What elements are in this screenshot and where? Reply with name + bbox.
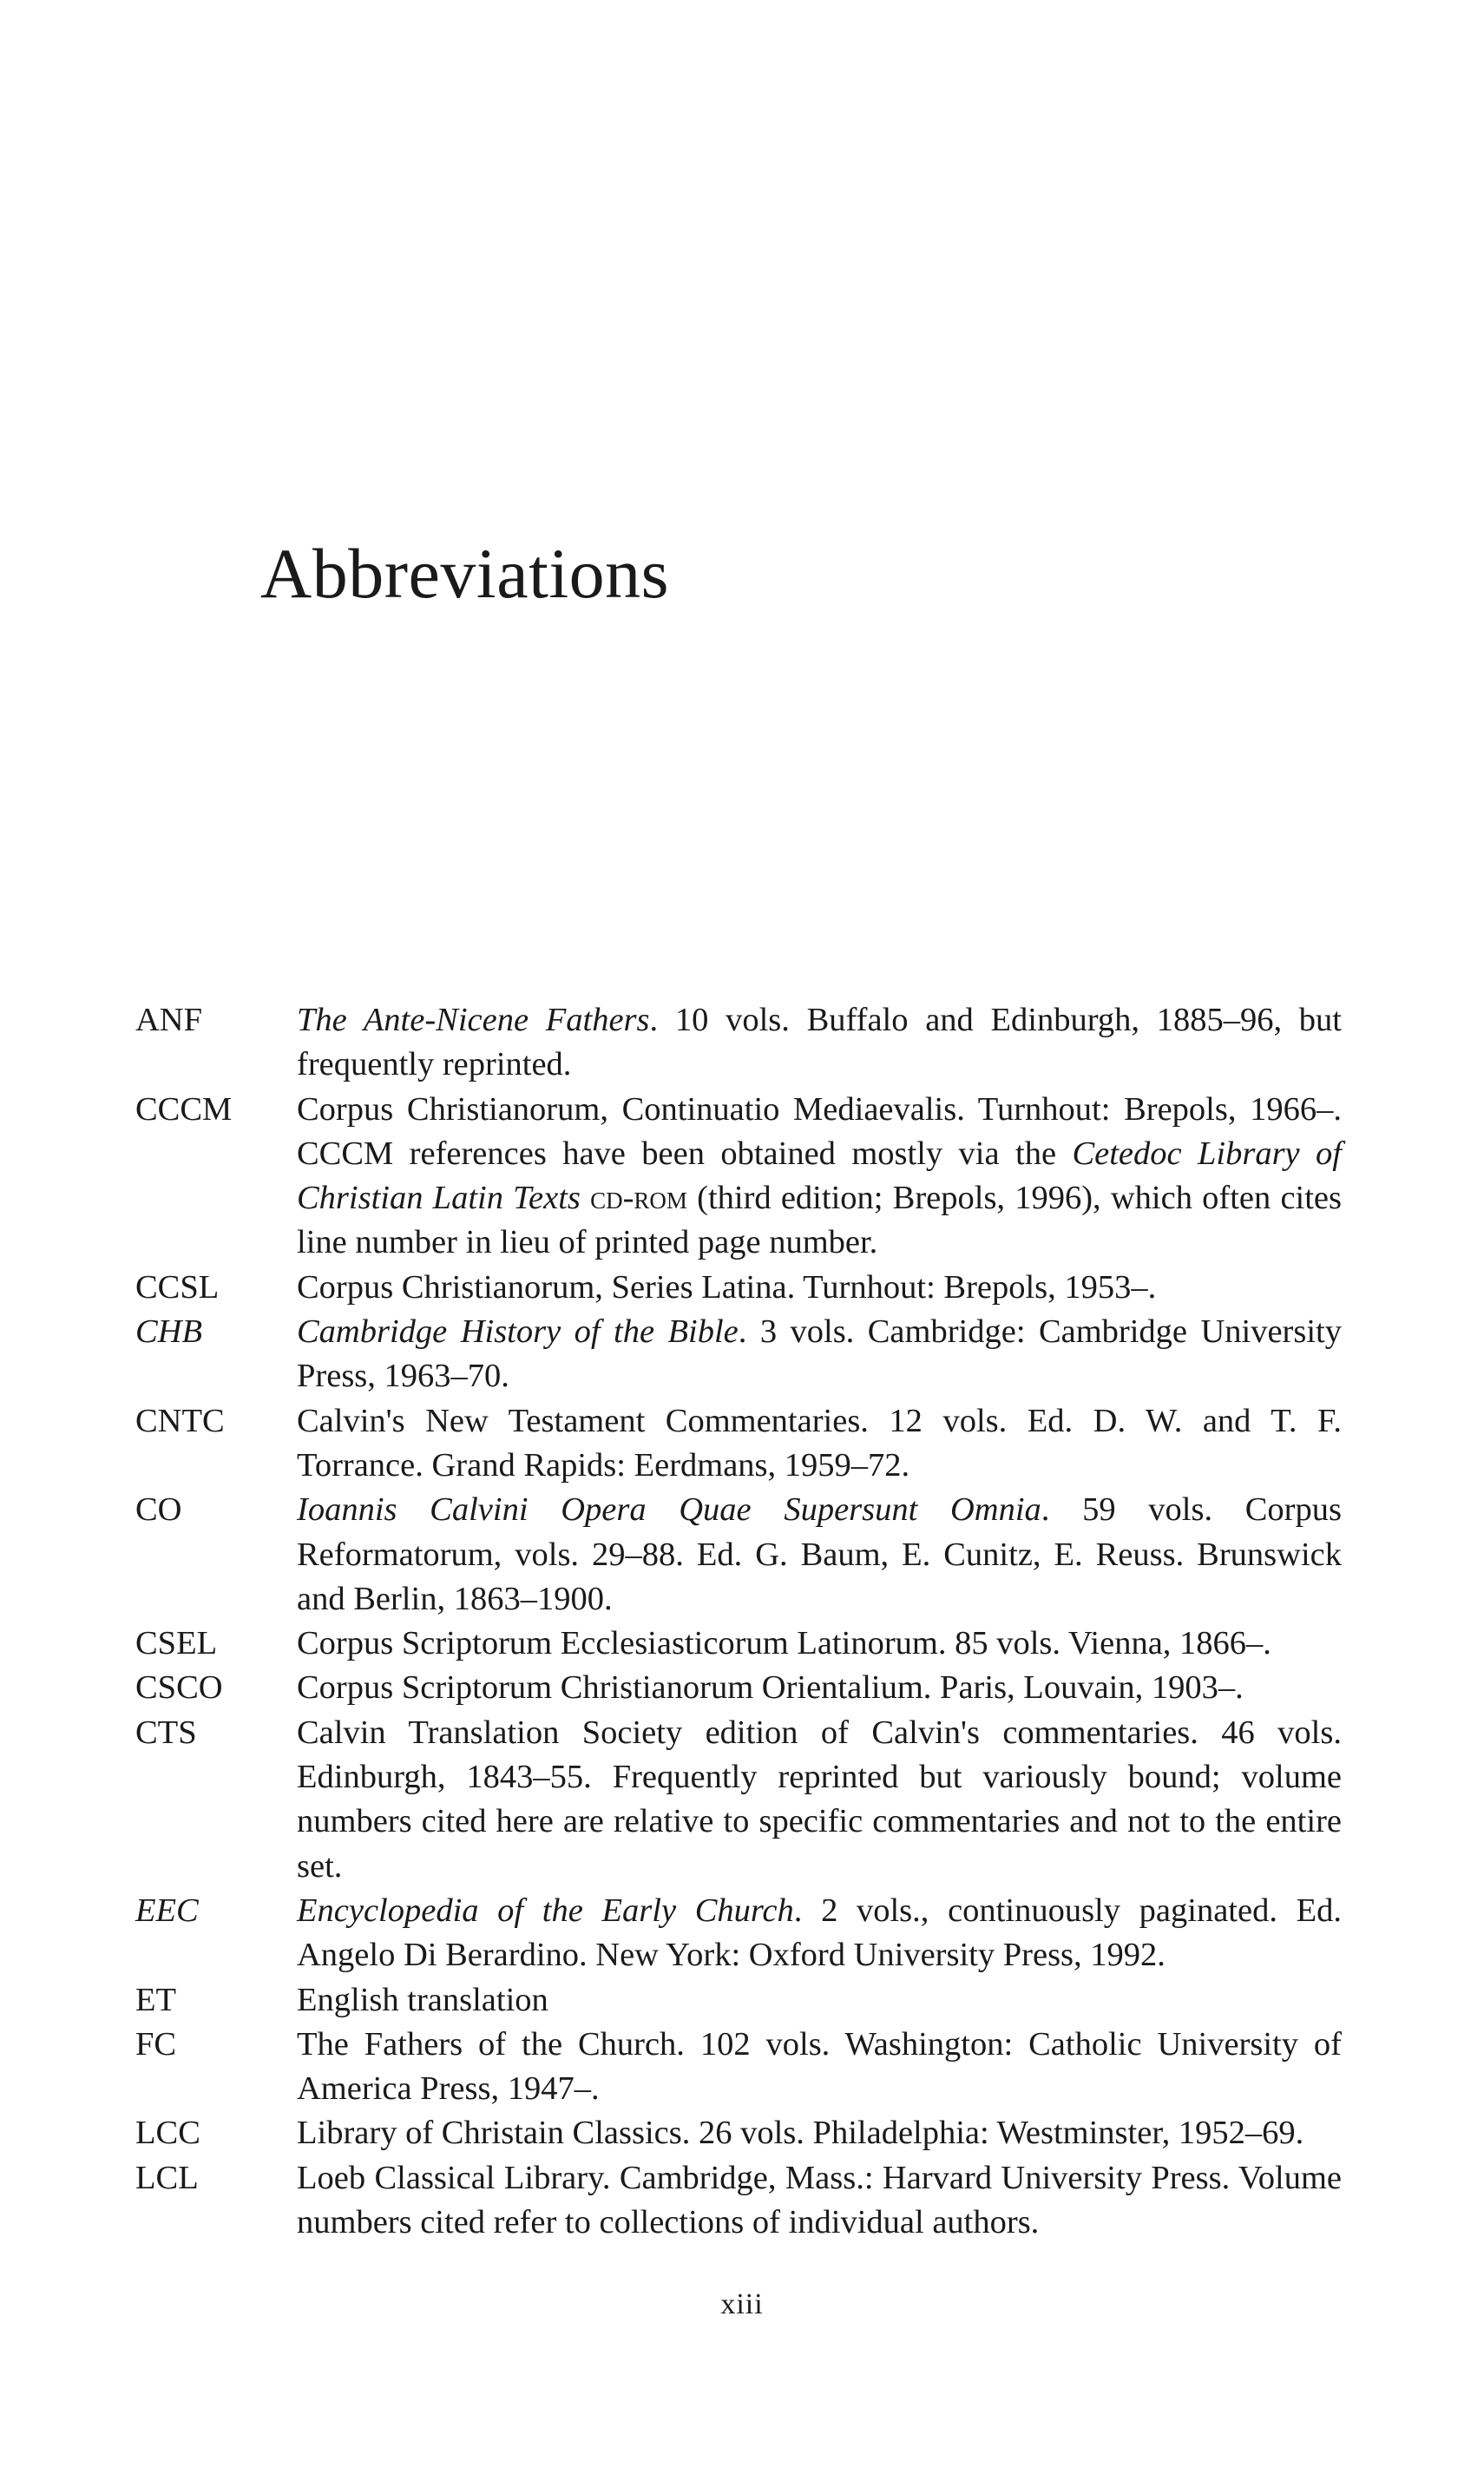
- definition-text: . 10 vols. Buffalo and Edinburgh, 1885–96, but frequently reprinted.: [297, 1002, 1342, 1083]
- italic-title-text: Cambridge History of the Bible: [297, 1313, 739, 1351]
- abbreviation-entry: [135, 1088, 1342, 1266]
- abbreviation-term: ET: [135, 1981, 177, 2018]
- definition-text: Calvin Translation Society edition of Calvin's commentaries. 46 vols. Edinburgh, 1843–55. Frequently reprinted but variously bound; volume numbers cited here are relative to specific commentaries and not to the entire set.: [297, 1714, 1342, 1885]
- abbreviation-term: CNTC: [135, 1402, 225, 1439]
- abbreviation-definition: [297, 1978, 1342, 2023]
- abbreviation-definition: [297, 1488, 1342, 1622]
- abbreviation-entry: [135, 2156, 1342, 2246]
- abbreviation-definition: [297, 1889, 1342, 1978]
- definition-text: [581, 1180, 590, 1216]
- abbreviation-definition: [297, 998, 1342, 1088]
- definition-text: Loeb Classical Library. Cambridge, Mass.: Harvard University Press. Volume numbers cited refer to collections of individual authors.: [297, 2159, 1342, 2241]
- definition-text: Library of Christain Classics. 26 vols. Philadelphia: Westminster, 1952–69.: [297, 2115, 1304, 2152]
- definition-text: Calvin's New Testament Commentaries. 12 vols. Ed. D. W. and T. F. Torrance. Grand Rapids: Eerdmans, 1959–72.: [297, 1402, 1342, 1484]
- abbreviation-term: FC: [135, 2025, 177, 2063]
- abbreviation-entry: [135, 1978, 1342, 2023]
- abbreviation-entry: [135, 1666, 1342, 1710]
- abbreviation-definition: [297, 1088, 1342, 1266]
- definition-text: Corpus Scriptorum Christianorum Orientalium. Paris, Louvain, 1903–.: [297, 1669, 1244, 1707]
- definition-text: The Fathers of the Church. 102 vols. Washington: Catholic University of America Press, 1947–.: [297, 2025, 1342, 2108]
- abbreviation-entry: [135, 1310, 1342, 1399]
- page-title: Abbreviations: [260, 534, 670, 613]
- definition-text: . 2 vols., continuously paginated. Ed. Angelo Di Berardino. New York: Oxford University Press, 1992.: [297, 1892, 1343, 1974]
- italic-title-text: Ioannis Calvini Opera Quae Supersunt Omnia: [297, 1491, 1041, 1529]
- italic-title-text: The Ante-Nicene Fathers: [297, 1002, 650, 1038]
- definition-text: (third edition; Brepols, 1996), which often cites line number in lieu of printed page number.: [297, 1180, 1342, 1261]
- abbreviation-entry: [135, 998, 1342, 1088]
- page-number: xiii: [720, 2288, 764, 2320]
- abbreviations-list: [135, 998, 1342, 2245]
- definition-text: Corpus Scriptorum Ecclesiasticorum Latinorum. 85 vols. Vienna, 1866–.: [297, 1625, 1271, 1662]
- abbreviation-entry: [135, 1266, 1342, 1310]
- abbreviation-definition: [297, 2023, 1342, 2112]
- abbreviation-entry: [135, 1889, 1342, 1978]
- abbreviation-term: CHB: [135, 1313, 202, 1351]
- abbreviation-entry: [135, 1399, 1342, 1489]
- small-caps-text: cd-rom: [590, 1180, 687, 1217]
- abbreviation-entry: [135, 2023, 1342, 2112]
- abbreviation-entry: [135, 1622, 1342, 1666]
- definition-text: Corpus Christianorum, Series Latina. Turnhout: Brepols, 1953–.: [297, 1268, 1157, 1306]
- abbreviation-definition: [297, 2156, 1342, 2246]
- abbreviation-term: CO: [135, 1491, 182, 1529]
- abbreviation-definition: [297, 1711, 1342, 1889]
- definition-text: English translation: [297, 1981, 548, 2018]
- abbreviation-definition: [297, 1666, 1342, 1710]
- abbreviation-entry: [135, 1711, 1342, 1889]
- abbreviation-term: EEC: [135, 1892, 199, 1929]
- abbreviation-term: CTS: [135, 1714, 197, 1751]
- abbreviation-definition: [297, 1622, 1342, 1666]
- italic-title-text: Encyclopedia of the Early Church: [297, 1892, 794, 1929]
- abbreviation-term: LCL: [135, 2159, 199, 2196]
- italic-title-text: Cetedoc Library of Christian Latin Texts: [297, 1135, 1342, 1217]
- abbreviation-term: ANF: [135, 1002, 203, 1038]
- abbreviation-term: CSCO: [135, 1669, 223, 1707]
- abbreviation-entry: [135, 1488, 1342, 1622]
- abbreviation-definition: [297, 1310, 1342, 1399]
- abbreviation-definition: [297, 1399, 1342, 1489]
- abbreviation-definition: [297, 2111, 1342, 2155]
- definition-text: . 3 vols. Cambridge: Cambridge University Press, 1963–70.: [297, 1313, 1342, 1395]
- abbreviation-term: CCCM: [135, 1090, 233, 1128]
- abbreviation-term: LCC: [135, 2115, 200, 2152]
- abbreviation-entry: [135, 2111, 1342, 2155]
- abbreviation-term: CSEL: [135, 1625, 218, 1662]
- definition-text: Corpus Christianorum, Continuatio Mediaevalis. Turnhout: Brepols, 1966–. CCCM references have been obtained mostly via the: [297, 1090, 1342, 1172]
- abbreviation-definition: [297, 1266, 1342, 1310]
- abbreviation-term: CCSL: [135, 1268, 220, 1306]
- definition-text: . 59 vols. Corpus Reformatorum, vols. 29–88. Ed. G. Baum, E. Cunitz, E. Reuss. Brunswick and Berlin, 1863–1900.: [297, 1491, 1342, 1617]
